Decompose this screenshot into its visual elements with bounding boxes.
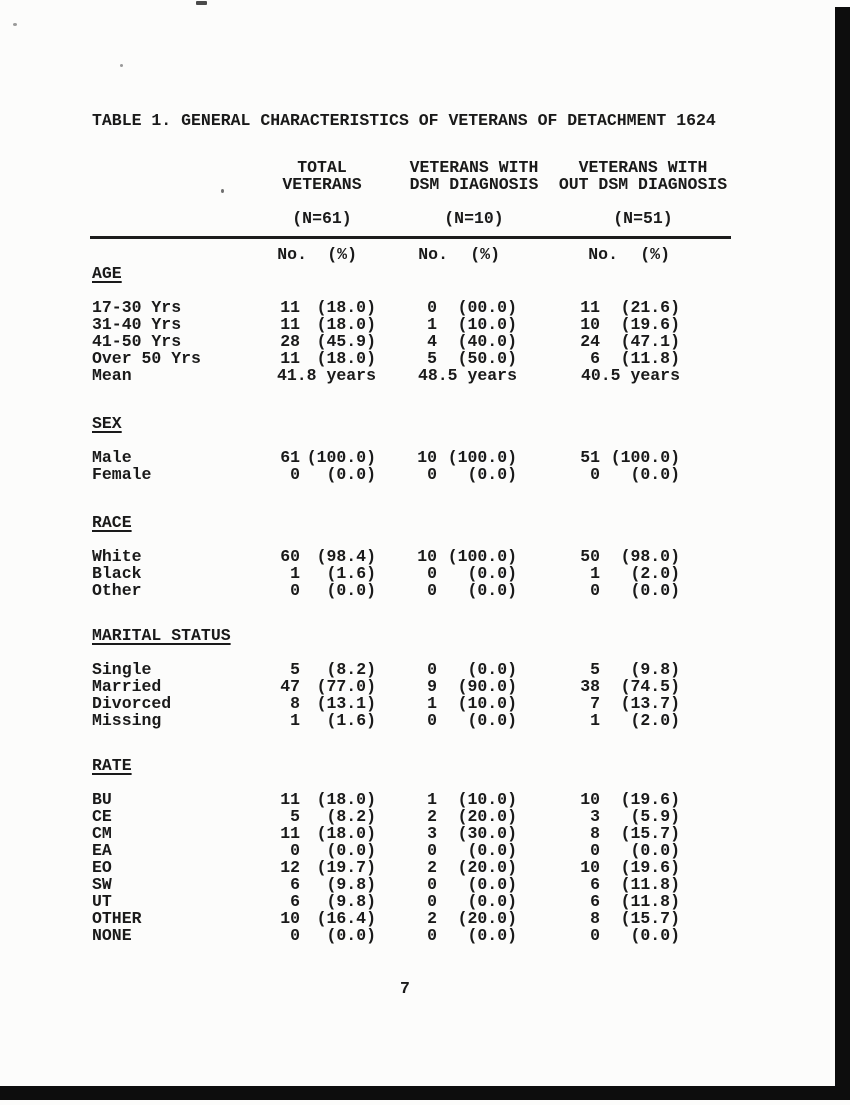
row-percent: (0.0) <box>630 926 680 945</box>
row-count: 3 <box>427 824 437 843</box>
row-label: BU <box>92 790 112 809</box>
row-percent: (21.6) <box>620 298 680 317</box>
table-row <box>92 548 680 565</box>
row-count: 10 <box>580 790 600 809</box>
subheader-no: No. <box>277 245 307 264</box>
row-count: 11 <box>280 298 300 317</box>
row-count: 2 <box>427 807 437 826</box>
row-percent: (0.0) <box>630 841 680 860</box>
table-row <box>92 299 680 316</box>
row-percent: (15.7) <box>620 909 680 928</box>
table-row <box>92 842 680 859</box>
subheader-row <box>92 246 670 263</box>
row-count: 10 <box>580 315 600 334</box>
row-percent: (18.0) <box>316 790 376 809</box>
table-row <box>92 565 680 582</box>
page-number: 7 <box>400 979 410 998</box>
row-count: 60 <box>280 547 300 566</box>
table-row <box>92 466 680 483</box>
row-count: 5 <box>427 349 437 368</box>
column-header-line: VETERANS WITH <box>578 158 708 177</box>
row-percent: (0.0) <box>326 926 376 945</box>
row-count: 8 <box>590 909 600 928</box>
table-row <box>92 367 680 384</box>
table-row <box>92 859 680 876</box>
row-count: 8 <box>590 824 600 843</box>
row-count: 1 <box>290 711 300 730</box>
row-percent: (20.0) <box>457 807 517 826</box>
row-percent: (9.8) <box>326 892 376 911</box>
row-label: CE <box>92 807 112 826</box>
table-row <box>92 316 680 333</box>
row-count: 0 <box>427 564 437 583</box>
row-percent: (19.6) <box>620 315 680 334</box>
subheader-pct: (%) <box>640 245 670 264</box>
row-count: 0 <box>427 660 437 679</box>
row-percent: (11.8) <box>620 875 680 894</box>
table-row <box>92 350 680 367</box>
section-rows <box>92 548 680 599</box>
section-heading: AGE <box>92 264 122 283</box>
row-count: 61 <box>280 448 300 467</box>
row-count: 11 <box>280 824 300 843</box>
row-count: 0 <box>290 841 300 860</box>
row-percent: (15.7) <box>620 824 680 843</box>
spacer <box>483 193 803 210</box>
row-percent: (18.0) <box>316 349 376 368</box>
row-percent: (0.0) <box>467 660 517 679</box>
row-count: 5 <box>590 660 600 679</box>
row-count: 1 <box>590 711 600 730</box>
row-percent: (1.6) <box>326 711 376 730</box>
row-count: 47 <box>280 677 300 696</box>
row-percent: (13.1) <box>316 694 376 713</box>
row-count: 10 <box>417 547 437 566</box>
row-count: 6 <box>290 892 300 911</box>
row-count: 0 <box>590 841 600 860</box>
section-rows <box>92 791 680 944</box>
row-count: 0 <box>427 711 437 730</box>
row-percent: (18.0) <box>316 824 376 843</box>
table-row <box>92 910 680 927</box>
table-row <box>92 808 680 825</box>
row-count: 0 <box>590 926 600 945</box>
row-percent: (0.0) <box>467 564 517 583</box>
row-count: 0 <box>427 465 437 484</box>
row-label: 31-40 Yrs <box>92 315 182 334</box>
table-row <box>92 333 680 350</box>
row-mean-value: 40.5 years <box>580 366 680 385</box>
row-count: 6 <box>590 875 600 894</box>
row-count: 11 <box>280 790 300 809</box>
table-row <box>92 695 680 712</box>
subheader-pct: (%) <box>327 245 357 264</box>
subheader-pct: (%) <box>470 245 500 264</box>
row-count: 5 <box>290 660 300 679</box>
section-rows <box>92 299 680 384</box>
row-label: UT <box>92 892 112 911</box>
row-count: 0 <box>590 465 600 484</box>
row-count: 0 <box>290 581 300 600</box>
table-row <box>92 582 680 599</box>
row-percent: (9.8) <box>326 875 376 894</box>
row-count: 0 <box>427 926 437 945</box>
row-label: EA <box>92 841 112 860</box>
row-percent: (5.9) <box>630 807 680 826</box>
row-percent: (0.0) <box>326 465 376 484</box>
row-percent: (100.0) <box>447 448 517 467</box>
row-count: 50 <box>580 547 600 566</box>
table-row <box>92 661 680 678</box>
row-percent: (0.0) <box>467 465 517 484</box>
column-n-label: (N=51) <box>613 209 673 228</box>
row-percent: (18.0) <box>316 315 376 334</box>
row-percent: (11.8) <box>620 349 680 368</box>
row-percent: (2.0) <box>630 564 680 583</box>
row-percent: (0.0) <box>467 841 517 860</box>
row-count: 1 <box>427 694 437 713</box>
row-percent: (0.0) <box>467 711 517 730</box>
row-label: Other <box>92 581 142 600</box>
row-count: 2 <box>427 909 437 928</box>
row-percent: (100.0) <box>306 448 376 467</box>
subheader-no: No. <box>418 245 448 264</box>
row-percent: (1.6) <box>326 564 376 583</box>
row-percent: (10.0) <box>457 694 517 713</box>
column-header-line: OUT DSM DIAGNOSIS <box>558 175 728 194</box>
section-rows <box>92 449 680 483</box>
row-percent: (30.0) <box>457 824 517 843</box>
row-count: 51 <box>580 448 600 467</box>
row-count: 0 <box>290 926 300 945</box>
table-row <box>92 678 680 695</box>
row-count: 0 <box>427 581 437 600</box>
row-count: 6 <box>290 875 300 894</box>
row-mean-value: 41.8 years <box>276 366 376 385</box>
row-percent: (98.4) <box>316 547 376 566</box>
row-label: OTHER <box>92 909 142 928</box>
table-row <box>92 449 680 466</box>
row-count: 6 <box>590 892 600 911</box>
row-label: Male <box>92 448 132 467</box>
row-percent: (20.0) <box>457 909 517 928</box>
row-count: 1 <box>590 564 600 583</box>
row-count: 4 <box>427 332 437 351</box>
row-count: 10 <box>417 448 437 467</box>
table-row <box>92 791 680 808</box>
column-header-line: VETERANS <box>282 175 362 194</box>
table-row <box>92 893 680 910</box>
column-header-line: TOTAL <box>297 158 347 177</box>
row-label: SW <box>92 875 112 894</box>
row-count: 0 <box>427 875 437 894</box>
table-section <box>92 414 680 483</box>
row-label: Single <box>92 660 152 679</box>
row-count: 28 <box>280 332 300 351</box>
row-percent: (50.0) <box>457 349 517 368</box>
row-count: 12 <box>280 858 300 877</box>
row-percent: (0.0) <box>630 465 680 484</box>
row-percent: (8.2) <box>326 807 376 826</box>
section-heading: RATE <box>92 756 132 775</box>
row-count: 0 <box>427 892 437 911</box>
row-count: 0 <box>290 465 300 484</box>
row-label: NONE <box>92 926 132 945</box>
table-section <box>92 626 680 729</box>
row-percent: (100.0) <box>610 448 680 467</box>
row-label: White <box>92 547 142 566</box>
scan-artifact-dash <box>196 1 207 5</box>
row-percent: (10.0) <box>457 790 517 809</box>
row-percent: (0.0) <box>326 581 376 600</box>
row-count: 1 <box>427 315 437 334</box>
table-header-rule <box>90 236 731 239</box>
row-label: Over 50 Yrs <box>92 349 201 368</box>
row-count: 7 <box>590 694 600 713</box>
row-count: 10 <box>580 858 600 877</box>
row-count: 11 <box>580 298 600 317</box>
row-percent: (10.0) <box>457 315 517 334</box>
row-count: 38 <box>580 677 600 696</box>
row-count: 6 <box>590 349 600 368</box>
row-percent: (8.2) <box>326 660 376 679</box>
row-percent: (18.0) <box>316 298 376 317</box>
row-percent: (11.8) <box>620 892 680 911</box>
row-percent: (19.7) <box>316 858 376 877</box>
section-heading: SEX <box>92 414 122 433</box>
row-label: Mean <box>92 366 132 385</box>
row-percent: (13.7) <box>620 694 680 713</box>
scan-edge-bar-right <box>835 7 850 1100</box>
row-label: Female <box>92 465 152 484</box>
table-row <box>92 712 680 729</box>
row-label: Missing <box>92 711 162 730</box>
row-count: 0 <box>427 298 437 317</box>
table-section <box>92 513 680 599</box>
column-header-line: DSM DIAGNOSIS <box>409 175 539 194</box>
row-count: 5 <box>290 807 300 826</box>
row-percent: (0.0) <box>467 581 517 600</box>
table-section <box>92 756 680 944</box>
column-n-label: (N=61) <box>292 209 352 228</box>
column-n-label: (N=10) <box>444 209 504 228</box>
row-percent: (0.0) <box>630 581 680 600</box>
row-percent: (100.0) <box>447 547 517 566</box>
row-percent: (90.0) <box>457 677 517 696</box>
row-label: CM <box>92 824 112 843</box>
table-row <box>92 876 680 893</box>
row-count: 3 <box>590 807 600 826</box>
row-count: 11 <box>280 349 300 368</box>
row-percent: (0.0) <box>467 892 517 911</box>
row-label: 41-50 Yrs <box>92 332 182 351</box>
row-label: Divorced <box>92 694 172 713</box>
row-count: 24 <box>580 332 600 351</box>
section-rows <box>92 661 680 729</box>
row-percent: (0.0) <box>467 926 517 945</box>
row-percent: (00.0) <box>457 298 517 317</box>
row-percent: (19.6) <box>620 790 680 809</box>
row-percent: (77.0) <box>316 677 376 696</box>
scan-artifact-speck <box>120 64 123 67</box>
column-header-line: VETERANS WITH <box>409 158 539 177</box>
row-count: 10 <box>280 909 300 928</box>
table-section <box>92 264 680 384</box>
row-percent: (2.0) <box>630 711 680 730</box>
row-count: 1 <box>427 790 437 809</box>
row-mean-value: 48.5 years <box>417 366 517 385</box>
row-label: EO <box>92 858 112 877</box>
subheader-empty <box>92 246 262 263</box>
table-row <box>92 927 680 944</box>
section-heading: MARITAL STATUS <box>92 626 231 645</box>
scan-edge-bar-bottom <box>0 1086 850 1100</box>
row-label: Married <box>92 677 162 696</box>
row-count: 8 <box>290 694 300 713</box>
subheader-no: No. <box>588 245 618 264</box>
row-label: Black <box>92 564 142 583</box>
row-percent: (74.5) <box>620 677 680 696</box>
row-percent: (16.4) <box>316 909 376 928</box>
row-percent: (0.0) <box>467 875 517 894</box>
row-percent: (19.6) <box>620 858 680 877</box>
table-title: TABLE 1. GENERAL CHARACTERISTICS OF VETERANS OF DETACHMENT 1624 <box>92 111 716 130</box>
row-percent: (47.1) <box>620 332 680 351</box>
row-count: 1 <box>290 564 300 583</box>
table-row <box>92 825 680 842</box>
row-percent: (45.9) <box>316 332 376 351</box>
section-heading: RACE <box>92 513 132 532</box>
row-count: 0 <box>427 841 437 860</box>
row-percent: (9.8) <box>630 660 680 679</box>
row-percent: (0.0) <box>326 841 376 860</box>
row-count: 2 <box>427 858 437 877</box>
row-label: 17-30 Yrs <box>92 298 182 317</box>
row-percent: (40.0) <box>457 332 517 351</box>
column-header-without-dsm <box>483 159 803 227</box>
row-percent: (98.0) <box>620 547 680 566</box>
scan-artifact-speck <box>13 23 17 26</box>
row-percent: (20.0) <box>457 858 517 877</box>
row-count: 0 <box>590 581 600 600</box>
row-count: 11 <box>280 315 300 334</box>
row-count: 9 <box>427 677 437 696</box>
